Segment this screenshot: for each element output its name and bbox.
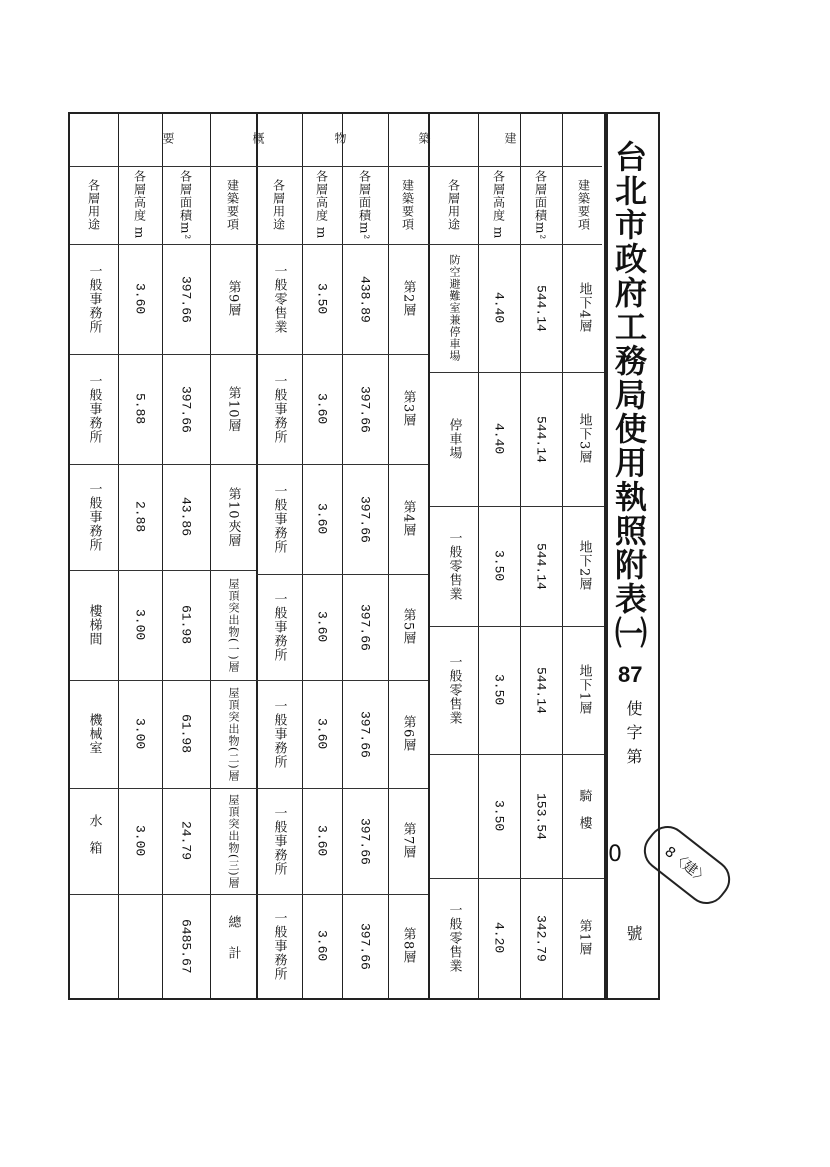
row-label-use: 各層用途 xyxy=(446,179,461,231)
section-label-mid2: 物 xyxy=(333,132,347,144)
b1-height-1: 4.40 xyxy=(491,423,507,455)
handwritten-stamp: 8〈建〉 xyxy=(636,818,738,912)
b1-item-5: 第1層 xyxy=(576,919,592,957)
b3-row-label-item: 建築要項 xyxy=(225,179,240,231)
b3-height-1: 5.88 xyxy=(132,393,148,425)
permit-suffix: 使字第 xyxy=(624,700,643,772)
b2-height-0: 3.50 xyxy=(314,283,330,315)
b2-area-5: 397.66 xyxy=(357,817,373,865)
row-label-height: 各層高度 m xyxy=(491,170,506,240)
b1-area-2: 544.14 xyxy=(533,542,549,590)
b1-item-4: 騎樓 xyxy=(576,789,592,843)
b1-use-1: 停車場 xyxy=(446,418,462,460)
b2-item-0: 第2層 xyxy=(400,280,416,318)
b2-item-5: 第7層 xyxy=(400,822,416,860)
b3-use-0: 一般事務所 xyxy=(86,264,102,334)
b2-use-4: 一般事務所 xyxy=(271,699,287,769)
b2-area-4: 397.66 xyxy=(357,710,373,758)
b2-area-3: 397.66 xyxy=(357,603,373,651)
b2-area-6: 397.66 xyxy=(357,922,373,970)
b1-area-5: 342.79 xyxy=(533,914,549,962)
b3-height-2: 2.88 xyxy=(132,501,148,533)
row-label-item: 建築要項 xyxy=(576,179,591,231)
b1-use-3: 一般零售業 xyxy=(446,655,462,725)
b2-item-4: 第6層 xyxy=(400,715,416,753)
b1-item-2: 地下2層 xyxy=(576,540,592,592)
b3-height-5: 3.00 xyxy=(132,825,148,857)
b1-area-3: 544.14 xyxy=(533,666,549,714)
b1-use-5: 一般零售業 xyxy=(446,903,462,973)
row-label-area: 各層面積m² xyxy=(533,169,548,241)
b1-use-0: 防空避難室兼停車場 xyxy=(448,254,461,362)
b1-height-2: 3.50 xyxy=(491,550,507,582)
b3-row-label-height: 各層高度 m xyxy=(132,170,147,240)
b2-row-label-area: 各層面積m² xyxy=(357,169,372,241)
section-label-left: 要 xyxy=(161,132,175,144)
b3-item-4: 屋頂突出物(二)層 xyxy=(227,686,240,782)
b3-height-3: 3.00 xyxy=(132,609,148,641)
b1-area-4: 153.54 xyxy=(533,792,549,840)
b3-item-2: 第10夾層 xyxy=(225,486,241,548)
b2-row-label-item: 建築要項 xyxy=(400,179,415,231)
b2-area-0: 438.89 xyxy=(357,275,373,323)
b2-use-2: 一般事務所 xyxy=(271,484,287,554)
b3-area-1: 397.66 xyxy=(178,385,194,433)
b2-use-0: 一般零售業 xyxy=(271,264,287,334)
b1-height-3: 3.50 xyxy=(491,674,507,706)
b3-area-0: 397.66 xyxy=(178,275,194,323)
b2-item-3: 第5層 xyxy=(400,608,416,646)
b2-area-2: 397.66 xyxy=(357,495,373,543)
b3-use-2: 一般事務所 xyxy=(86,482,102,552)
b3-item-0: 第9層 xyxy=(225,280,241,318)
b1-area-0: 544.14 xyxy=(533,284,549,332)
b2-use-1: 一般事務所 xyxy=(271,374,287,444)
b2-height-3: 3.60 xyxy=(314,611,330,643)
section-label-mid3: 築 xyxy=(417,132,431,144)
b3-area-3: 61.98 xyxy=(178,605,194,645)
b3-use-5: 水箱 xyxy=(86,814,102,868)
b1-item-3: 地下1層 xyxy=(576,664,592,716)
handwritten-number: 0 xyxy=(608,842,622,867)
b3-area-6: 6485.67 xyxy=(178,918,194,974)
b2-use-3: 一般事務所 xyxy=(271,592,287,662)
permit-tail: 號 xyxy=(624,925,643,941)
b1-height-0: 4.40 xyxy=(491,292,507,324)
b3-area-5: 24.79 xyxy=(178,821,194,861)
b2-use-6: 一般事務所 xyxy=(271,911,287,981)
b3-area-4: 61.98 xyxy=(178,714,194,754)
b3-item-1: 第10層 xyxy=(225,385,241,433)
b3-item-5: 屋頂突出物(三)層 xyxy=(227,793,240,889)
title-divider xyxy=(604,112,606,1000)
b2-height-2: 3.60 xyxy=(314,503,330,535)
b1-area-1: 544.14 xyxy=(533,415,549,463)
b2-height-6: 3.60 xyxy=(314,930,330,962)
document-title: 台北市政府工務局使用執照附表㈠ xyxy=(610,140,648,650)
b1-height-5: 4.20 xyxy=(491,922,507,954)
b3-use-1: 一般事務所 xyxy=(86,374,102,444)
b2-area-1: 397.66 xyxy=(357,385,373,433)
permit-number: 87 xyxy=(618,662,643,687)
section-label-right: 建 xyxy=(503,132,517,144)
b2-item-2: 第4層 xyxy=(400,500,416,538)
b2-row-label-height: 各層高度 m xyxy=(314,170,329,240)
b1-use-4 xyxy=(430,754,478,878)
b3-use-4: 機械室 xyxy=(86,713,102,755)
b3-height-0: 3.60 xyxy=(132,283,148,315)
b3-area-2: 43.86 xyxy=(178,497,194,537)
b2-height-1: 3.60 xyxy=(314,393,330,425)
attachment-table xyxy=(68,112,660,1000)
b2-use-5: 一般事務所 xyxy=(271,806,287,876)
b3-row-label-use: 各層用途 xyxy=(86,179,101,231)
b3-height-4: 3.00 xyxy=(132,718,148,750)
b3-use-3: 樓梯間 xyxy=(86,604,102,646)
b2-row-label-use: 各層用途 xyxy=(271,179,286,231)
b3-use-6 xyxy=(70,894,118,998)
b2-item-1: 第3層 xyxy=(400,390,416,428)
b1-item-0: 地下4層 xyxy=(576,282,592,334)
b2-height-5: 3.60 xyxy=(314,825,330,857)
section-label-mid1: 概 xyxy=(251,132,265,144)
b3-height-6 xyxy=(118,894,162,998)
b1-use-2: 一般零售業 xyxy=(446,531,462,601)
b1-item-1: 地下3層 xyxy=(576,413,592,465)
b2-item-6: 第8層 xyxy=(400,927,416,965)
b1-height-4: 3.50 xyxy=(491,800,507,832)
b2-height-4: 3.60 xyxy=(314,718,330,750)
b3-row-label-area: 各層面積m² xyxy=(178,169,193,241)
b3-item-6: 總計 xyxy=(225,915,241,977)
b3-item-3: 屋頂突出物(一)層 xyxy=(227,577,240,673)
